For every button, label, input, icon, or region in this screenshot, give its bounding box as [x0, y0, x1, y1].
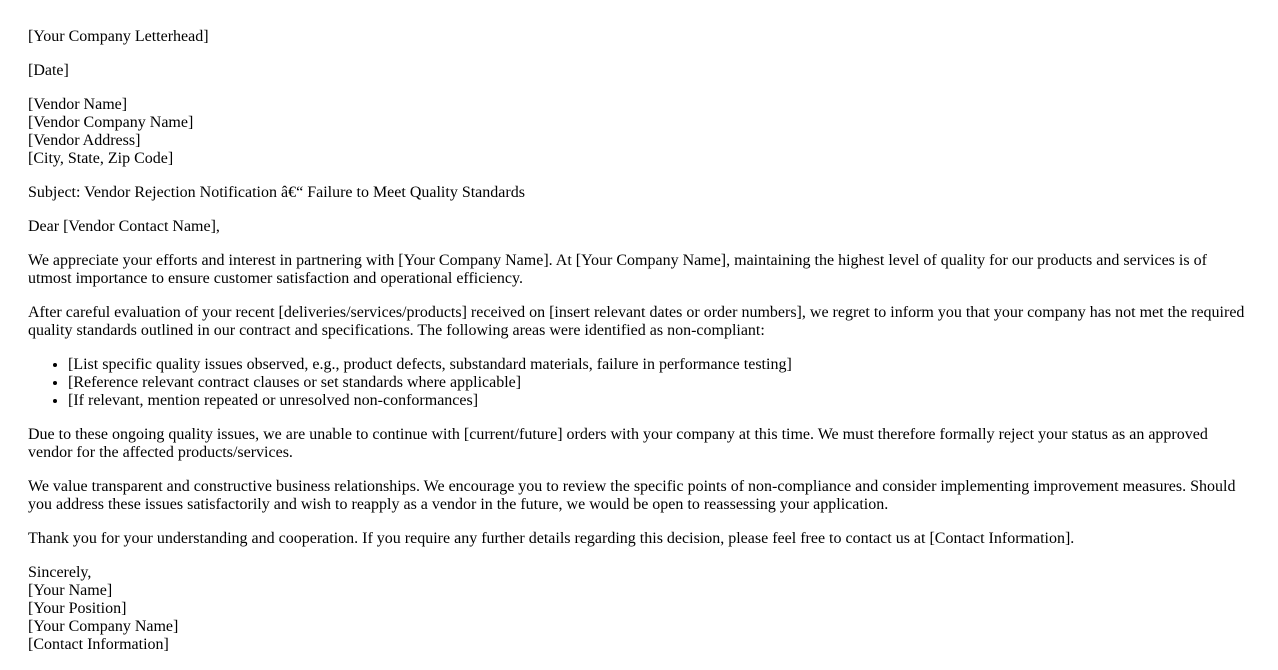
signoff-closing: Sincerely, — [28, 564, 92, 581]
letterhead: [Your Company Letterhead] — [28, 28, 209, 45]
recipient-address: [Vendor Address] — [28, 132, 141, 149]
signoff-position: [Your Position] — [28, 600, 127, 617]
body-paragraph: Due to these ongoing quality issues, we are unable to continue with [current/future] orders with your company at this time. We must therefore formally reject your status as an approved vendor for the affected products/services. — [28, 426, 1208, 461]
letter-date: [Date] — [28, 62, 69, 79]
recipient-address-block — [28, 96, 1253, 168]
letter-document — [28, 28, 1253, 670]
recipient-company: [Vendor Company Name] — [28, 114, 194, 131]
issues-list — [28, 356, 1253, 410]
body-paragraph: After careful evaluation of your recent [deliveries/services/products] received on [insert relevant dates or order numbers], we regret to inform you that your company has not met the required quality standards outlined in our contract and specifications. The following areas were identified as non-compliant: — [28, 304, 1245, 339]
body-paragraph: We appreciate your efforts and interest in partnering with [Your Company Name]. At [Your Company Name], maintaining the highest level of quality for our products and services is of utmost importance to ensure customer satisfaction and operational efficiency. — [28, 252, 1207, 287]
list-item: • [List specific quality issues observed, e.g., product defects, substandard materials, failure in performance testing] — [68, 356, 1253, 374]
recipient-city-state-zip: [City, State, Zip Code] — [28, 150, 174, 167]
signature-block — [28, 564, 1253, 654]
signoff-contact: [Contact Information] — [28, 636, 169, 653]
body-paragraph: We value transparent and constructive business relationships. We encourage you to review the specific points of non-compliance and consider implementing improvement measures. Should you address these issues satisfactorily and wish to reapply as a vendor in the future, we would be open to reassessing your application. — [28, 478, 1236, 513]
signoff-name: [Your Name] — [28, 582, 113, 599]
list-item: • [If relevant, mention repeated or unresolved non-conformances] — [68, 392, 1253, 410]
salutation: Dear [Vendor Contact Name], — [28, 218, 220, 235]
signoff-company: [Your Company Name] — [28, 618, 179, 635]
recipient-name: [Vendor Name] — [28, 96, 128, 113]
body-paragraph: Thank you for your understanding and cooperation. If you require any further details regarding this decision, please feel free to contact us at [Contact Information]. — [28, 530, 1075, 547]
subject-line: Subject: Vendor Rejection Notification â€“ Failure to Meet Quality Standards — [28, 184, 525, 201]
list-item: • [Reference relevant contract clauses or set standards where applicable] — [68, 374, 1253, 392]
